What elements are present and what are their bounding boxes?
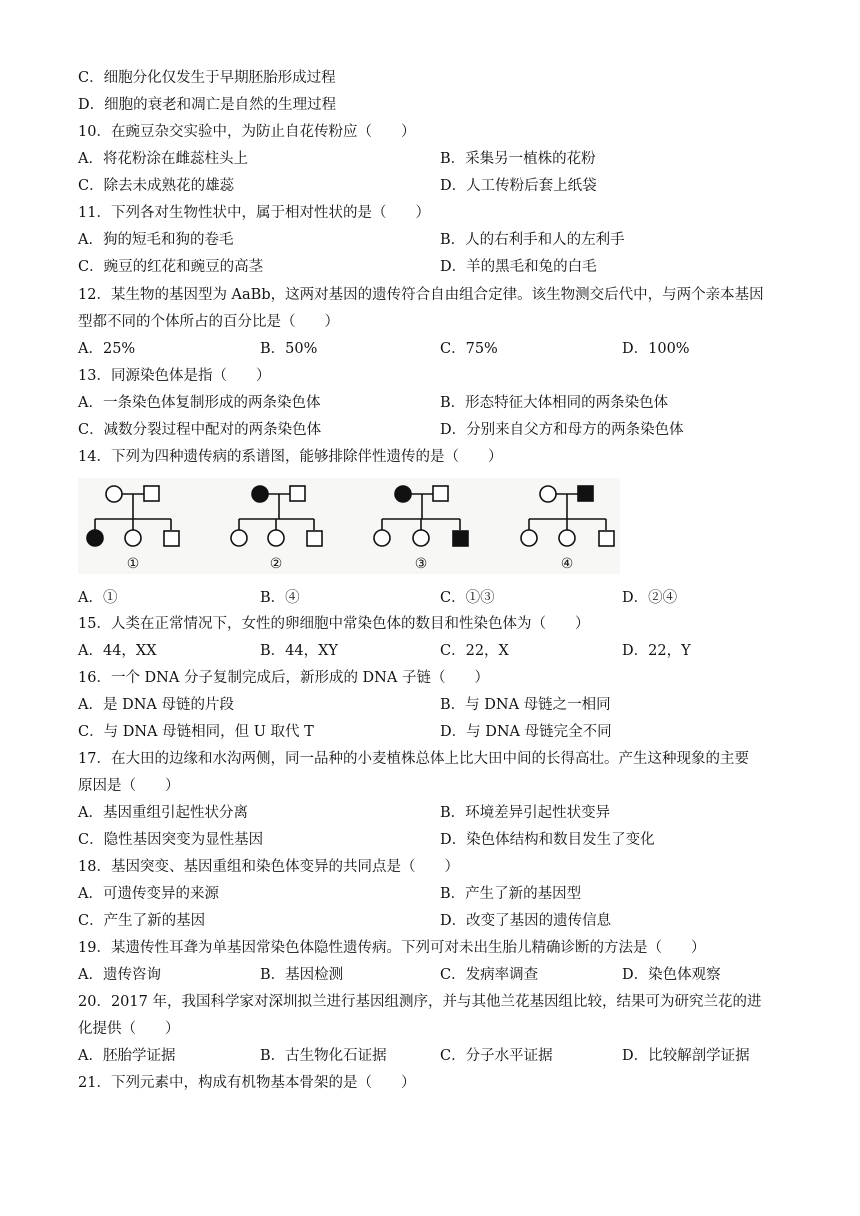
q20-stem-line2: 化提供（ ）: [78, 1021, 180, 1037]
q14-option-a: A．①: [78, 590, 118, 606]
q11-option-c: C．豌豆的红花和豌豆的高茎: [78, 259, 264, 275]
q19-stem: 19．某遗传性耳聋为单基因常染色体隐性遗传病。下列可对未出生胎儿精确诊断的方法是（ ）: [78, 940, 706, 956]
pedigree-label-2: ②: [269, 556, 283, 572]
q20-option-b: B．古生物化石证据: [260, 1048, 387, 1064]
p1-mother-normal: [106, 486, 122, 502]
q13-option-a: A．一条染色体复制形成的两条染色体: [78, 395, 321, 411]
q13-option-d: D．分别来自父方和母方的两条染色体: [440, 422, 684, 438]
q17-option-d: D．染色体结构和数目发生了变化: [440, 832, 655, 848]
q18-option-c: C．产生了新的基因: [78, 913, 206, 929]
q15-option-c: C．22，X: [440, 643, 509, 659]
q19-option-d: D．染色体观察: [622, 967, 721, 983]
p4-mother-normal: [540, 486, 556, 502]
pedigree-label-1: ①: [126, 556, 140, 572]
p1-daughter-normal: [125, 530, 141, 546]
p2-son-normal: [307, 531, 322, 546]
q10-option-c: C．除去未成熟花的雄蕊: [78, 178, 235, 194]
p4-father-affected: [578, 486, 593, 501]
p4-son-normal: [599, 531, 614, 546]
p1-son-normal: [164, 531, 179, 546]
p1-daughter-affected: [87, 530, 103, 546]
q10-option-a: A．将花粉涂在雌蕊柱头上: [78, 151, 248, 167]
q11-option-d: D．羊的黑毛和兔的白毛: [440, 259, 597, 275]
q16-option-d: D．与 DNA 母链完全不同: [440, 724, 612, 740]
q9-option-d: D．细胞的衰老和凋亡是自然的生理过程: [78, 97, 337, 113]
q20-stem-line1: 20．2017 年，我国科学家对深圳拟兰进行基因组测序，并与其他兰花基因组比较，结果可为研究兰花的进: [78, 994, 762, 1010]
q12-option-b: B．50%: [260, 341, 318, 357]
q11-stem: 11．下列各对生物性状中，属于相对性状的是（ ）: [78, 205, 430, 221]
q11-option-a: A．狗的短毛和狗的卷毛: [78, 232, 234, 248]
q19-option-c: C．发病率调查: [440, 967, 539, 983]
p3-daughter-normal: [374, 530, 390, 546]
p3-daughter-normal-2: [413, 530, 429, 546]
q10-option-d: D．人工传粉后套上纸袋: [440, 178, 597, 194]
p2-daughter-normal: [231, 530, 247, 546]
q15-stem: 15．人类在正常情况下，女性的卵细胞中常染色体的数目和性染色体为（ ）: [78, 616, 590, 632]
q20-option-a: A．胚胎学证据: [78, 1048, 176, 1064]
q11-option-b: B．人的右利手和人的左利手: [440, 232, 625, 248]
q21-stem: 21．下列元素中，构成有机物基本骨架的是（ ）: [78, 1075, 416, 1091]
q13-option-b: B．形态特征大体相同的两条染色体: [440, 395, 669, 411]
p4-daughter-normal: [521, 530, 537, 546]
q9-option-c: C．细胞分化仅发生于早期胚胎形成过程: [78, 70, 336, 86]
q14-option-d: D．②④: [622, 590, 678, 606]
q17-option-a: A．基因重组引起性状分离: [78, 805, 248, 821]
q16-stem: 16．一个 DNA 分子复制完成后，新形成的 DNA 子链（ ）: [78, 670, 489, 686]
p2-daughter-normal-2: [268, 530, 284, 546]
q14-option-c: C．①③: [440, 590, 495, 606]
q15-option-b: B．44，XY: [260, 643, 339, 659]
q16-option-b: B．与 DNA 母链之一相同: [440, 697, 611, 713]
q12-option-d: D．100%: [622, 341, 690, 357]
q17-option-c: C．隐性基因突变为显性基因: [78, 832, 264, 848]
p2-father-normal: [290, 486, 305, 501]
q12-option-a: A．25%: [78, 341, 136, 357]
p4-daughter-normal-2: [559, 530, 575, 546]
q18-option-b: B．产生了新的基因型: [440, 886, 582, 902]
q13-stem: 13．同源染色体是指（ ）: [78, 368, 271, 384]
q16-option-a: A．是 DNA 母链的片段: [78, 697, 234, 713]
q20-option-c: C．分子水平证据: [440, 1048, 553, 1064]
q20-option-d: D．比较解剖学证据: [622, 1048, 750, 1064]
q18-option-a: A．可遗传变异的来源: [78, 886, 219, 902]
q19-option-a: A．遗传咨询: [78, 967, 161, 983]
q13-option-c: C．减数分裂过程中配对的两条染色体: [78, 422, 322, 438]
q12-stem-line2: 型都不同的个体所占的百分比是（ ）: [78, 314, 339, 330]
q15-option-d: D．22，Y: [622, 643, 691, 659]
q15-option-a: A．44，XX: [78, 643, 157, 659]
q17-stem-line1: 17．在大田的边缘和水沟两侧，同一品种的小麦植株总体上比大田中间的长得高壮。产生这种现象的主要: [78, 751, 749, 767]
p3-mother-affected: [395, 486, 411, 502]
q17-stem-line2: 原因是（ ）: [78, 778, 180, 794]
pedigree-label-4: ④: [560, 556, 574, 572]
q10-option-b: B．采集另一植株的花粉: [440, 151, 596, 167]
pedigree-diagrams: [78, 478, 620, 574]
p2-mother-affected: [252, 486, 268, 502]
q18-option-d: D．改变了基因的遗传信息: [440, 913, 612, 929]
q10-stem: 10．在豌豆杂交实验中，为防止自花传粉应（ ）: [78, 124, 416, 140]
q14-option-b: B．④: [260, 590, 300, 606]
q14-stem: 14．下列为四种遗传病的系谱图，能够排除伴性遗传的是（ ）: [78, 449, 503, 465]
pedigree-label-3: ③: [414, 556, 428, 572]
q17-option-b: B．环境差异引起性状变异: [440, 805, 611, 821]
q18-stem: 18．基因突变、基因重组和染色体变异的共同点是（ ）: [78, 859, 459, 875]
p3-father-normal: [433, 486, 448, 501]
p1-father-normal: [144, 486, 159, 501]
q12-stem-line1: 12．某生物的基因型为 AaBb，这两对基因的遗传符合自由组合定律。该生物测交后代中，与两个亲本基因: [78, 287, 764, 303]
p3-son-affected: [453, 531, 468, 546]
q19-option-b: B．基因检测: [260, 967, 344, 983]
q16-option-c: C．与 DNA 母链相同，但 U 取代 T: [78, 724, 314, 740]
q12-option-c: C．75%: [440, 341, 498, 357]
